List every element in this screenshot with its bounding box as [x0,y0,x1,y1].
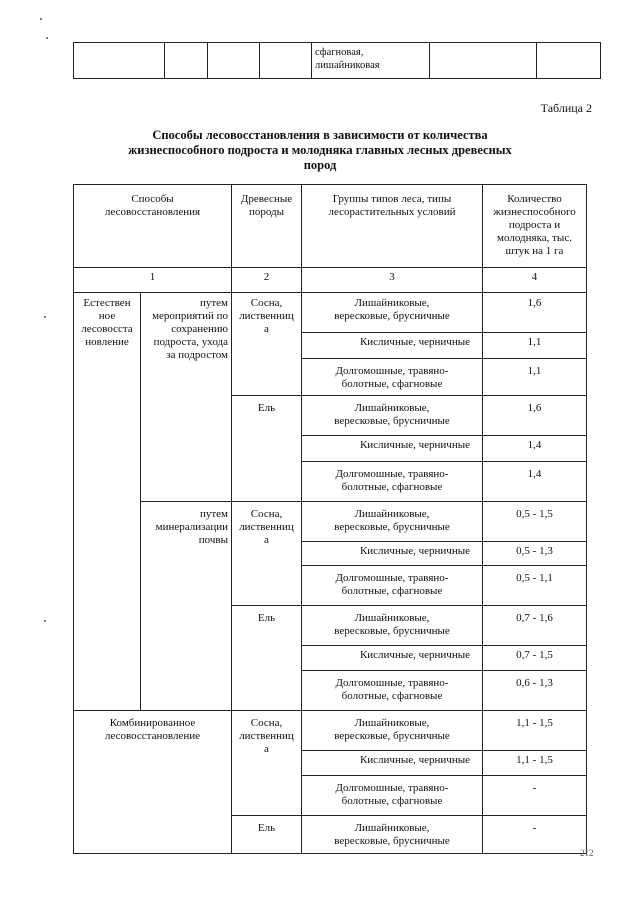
value-cell: 1,4 [483,436,587,462]
group-oxalis: Кисличные, черничные [302,333,483,359]
species-pine-larch: Сосна, лиственниц а [232,502,302,606]
value-cell: 0,6 - 1,3 [483,671,587,711]
group-oxalis: Кисличные, черничные [302,646,483,671]
group-oxalis: Кисличные, черничные [302,436,483,462]
fragment-cell [260,43,312,79]
value-cell: 1,1 [483,359,587,396]
table-row [74,293,587,333]
table-label: Таблица 2 [540,101,592,115]
scan-speck [46,37,48,39]
group-moss: Долгомошные, травяно- болотные, сфагновые [302,359,483,396]
value-cell: 1,6 [483,396,587,436]
subsection-mineralization: путем минерализации почвы [141,502,232,711]
group-oxalis: Кисличные, черничные [302,751,483,776]
header-methods: Способы лесовосстановления [74,185,232,268]
column-number: 3 [302,268,483,293]
group-moss: Долгомошные, травяно- болотные, сфагновые [302,776,483,816]
value-cell: 0,5 - 1,5 [483,502,587,542]
fragment-cell [537,43,601,79]
species-spruce: Ель [232,396,302,502]
species-pine-larch: Сосна, лиственниц а [232,711,302,816]
scan-speck [44,316,46,318]
scan-speck [44,620,46,622]
value-cell: 1,1 [483,333,587,359]
table-row [74,711,587,751]
species-spruce: Ель [232,816,302,854]
fragment-cell [208,43,260,79]
column-number: 1 [74,268,232,293]
group-lichen: Лишайниковые, вересковые, брусничные [302,502,483,542]
header-row [74,185,587,268]
group-moss: Долгомошные, травяно- болотные, сфагновые [302,566,483,606]
value-cell: 1,6 [483,293,587,333]
subsection-preservation: путем мероприятий по сохранению подроста, ухода за подростом [141,293,232,502]
value-cell: - [483,816,587,854]
fragment-cell [74,43,165,79]
group-moss: Долгомошные, травяно- болотные, сфагновые [302,462,483,502]
header-groups: Группы типов леса, типы лесорастительных условий [302,185,483,268]
value-cell: 0,5 - 1,1 [483,566,587,606]
header-quantity: Количество жизнеспособного подроста и молодняка, тыс. штук на 1 га [483,185,587,268]
value-cell: 1,1 - 1,5 [483,711,587,751]
species-pine-larch: Сосна, лиственниц а [232,293,302,396]
value-cell: 0,7 - 1,6 [483,606,587,646]
reforestation-table [73,184,587,854]
section-natural: Естествен ное лесовосста новление [74,293,141,711]
group-lichen: Лишайниковые, вересковые, брусничные [302,606,483,646]
species-spruce: Ель [232,606,302,711]
group-oxalis: Кисличные, черничные [302,542,483,566]
column-number: 4 [483,268,587,293]
scan-speck [40,18,42,20]
group-lichen: Лишайниковые, вересковые, брусничные [302,816,483,854]
page-number: 212 [580,848,594,858]
value-cell: - [483,776,587,816]
value-cell: 1,4 [483,462,587,502]
fragment-cell [430,43,537,79]
group-lichen: Лишайниковые, вересковые, брусничные [302,396,483,436]
group-lichen: Лишайниковые, вересковые, брусничные [302,293,483,333]
table-title: Способы лесовосстановления в зависимости от количества жизнеспособного подроста и молодняка главных лесных древесных пород [128,128,512,172]
section-combined: Комбинированное лесовосстановление [74,711,232,854]
value-cell: 1,1 - 1,5 [483,751,587,776]
group-lichen: Лишайниковые, вересковые, брусничные [302,711,483,751]
previous-table-fragment [73,42,601,79]
fragment-cell [165,43,208,79]
group-moss: Долгомошные, травяно- болотные, сфагновые [302,671,483,711]
fragment-cell-text: сфагновая, лишайниковая [312,43,430,79]
column-number-row [74,268,587,293]
value-cell: 0,5 - 1,3 [483,542,587,566]
table-row [74,502,587,542]
column-number: 2 [232,268,302,293]
value-cell: 0,7 - 1,5 [483,646,587,671]
header-species: Древесные породы [232,185,302,268]
